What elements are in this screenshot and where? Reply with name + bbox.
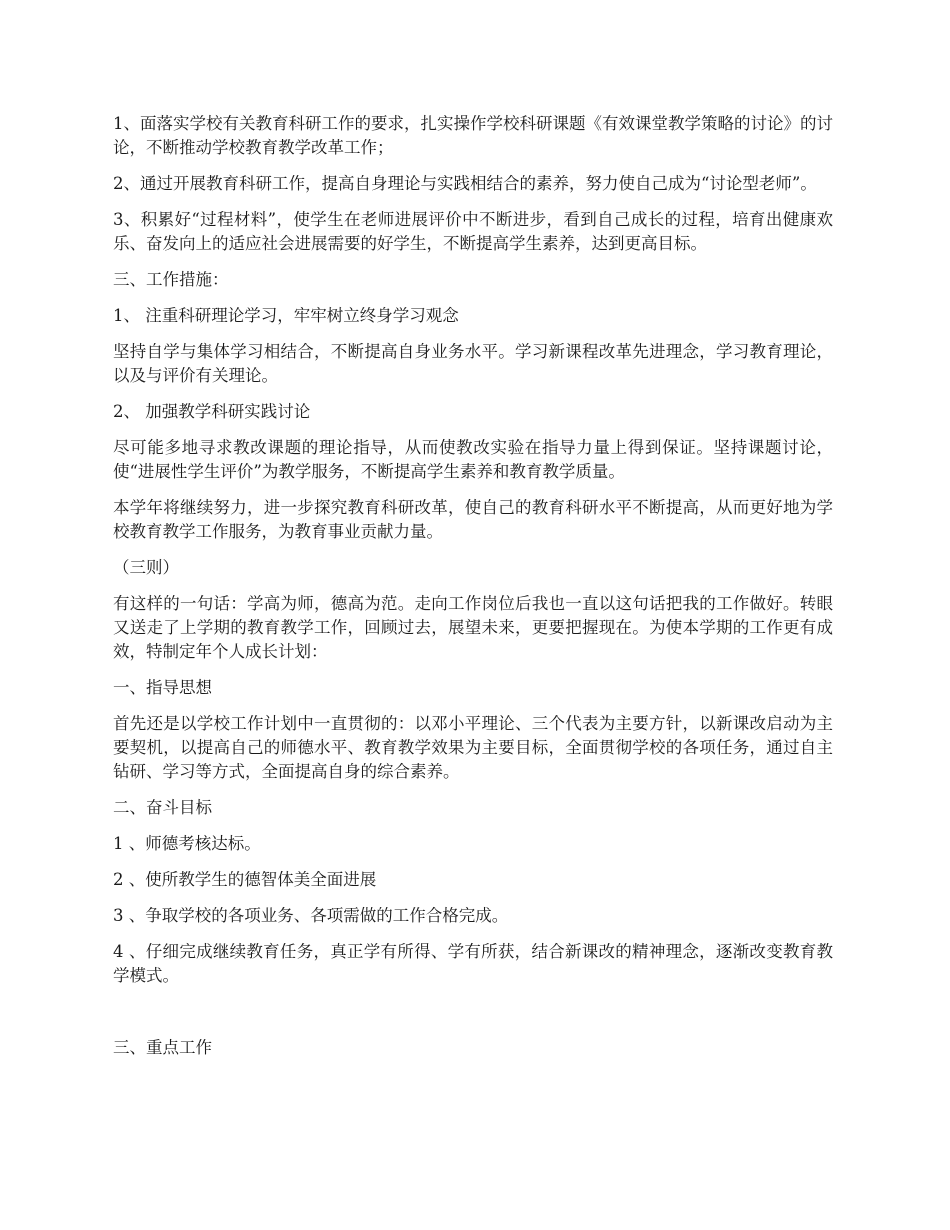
list-item-goal-4: 4 、仔细完成继续教育任务，真正学有所得、学有所获，结合新课改的精神理念，逐渐改变教育教学模式。 [113,942,833,985]
section-marker-three: （三则） [113,558,179,577]
list-item-goal-2: 2 、使所教学生的德智体美全面进展 [113,870,377,889]
heading-guiding-thought: 一、指导思想 [113,678,212,697]
paragraph-conclusion: 本学年将继续努力，进一步探究教育科研改革，使自己的教育科研水平不断提高，从而更好地为学校教育教学工作服务，为教育事业贡献力量。 [113,498,833,541]
paragraph-goal-3: 3、积累好“过程材料”，使学生在老师进展评价中不断进步，看到自己成长的过程，培育出健康欢乐、奋发向上的适应社会进展需要的好学生，不断提高学生素养，达到更高目标。 [113,210,833,253]
list-item-goal-1: 1 、师德考核达标。 [113,834,261,853]
paragraph-introduction: 有这样的一句话：学高为师，德高为范。走向工作岗位后我也一直以这句话把我的工作做好。转眼又送走了上学期的教育教学工作，回顾过去，展望未来，更要把握现在。为使本学期的工作更有成效，特制定年个人成长计划： [113,594,833,661]
paragraph-theory-study: 坚持自学与集体学习相结合，不断提高自身业务水平。学习新课程改革先进理念，学习教育理论，以及与评价有关理论。 [113,342,833,385]
paragraph-goal-1: 1、面落实学校有关教育科研工作的要求，扎实操作学校科研课题《有效课堂教学策略的讨论》的讨论，不断推动学校教育教学改革工作； [113,114,833,157]
subheading-theory-study: 1、 注重科研理论学习，牢牢树立终身学习观念 [113,306,459,325]
subheading-research-practice: 2、 加强教学科研实践讨论 [113,402,311,421]
document-page [113,112,833,1072]
paragraph-research-practice: 尽可能多地寻求教改课题的理论指导，从而使教改实验在指导力量上得到保证。坚持课题讨论，使“进展性学生评价”为教学服务，不断提高学生素养和教育教学质量。 [113,438,833,481]
heading-goals: 二、奋斗目标 [113,798,212,817]
blank-spacer [113,1000,833,1036]
paragraph-goal-2: 2、通过开展教育科研工作，提高自身理论与实践相结合的素养，努力使自己成为“讨论型老师”。 [113,174,817,193]
paragraph-guiding-thought: 首先还是以学校工作计划中一直贯彻的：以邓小平理论、三个代表为主要方针，以新课改启动为主要契机，以提高自己的师德水平、教育教学效果为主要目标，全面贯彻学校的各项任务，通过自主钻研、学习等方式，全面提高自身的综合素养。 [113,714,833,781]
heading-key-work: 三、重点工作 [113,1038,212,1057]
heading-work-measures: 三、工作措施： [113,270,229,289]
list-item-goal-3: 3 、争取学校的各项业务、各项需做的工作合格完成。 [113,906,509,925]
